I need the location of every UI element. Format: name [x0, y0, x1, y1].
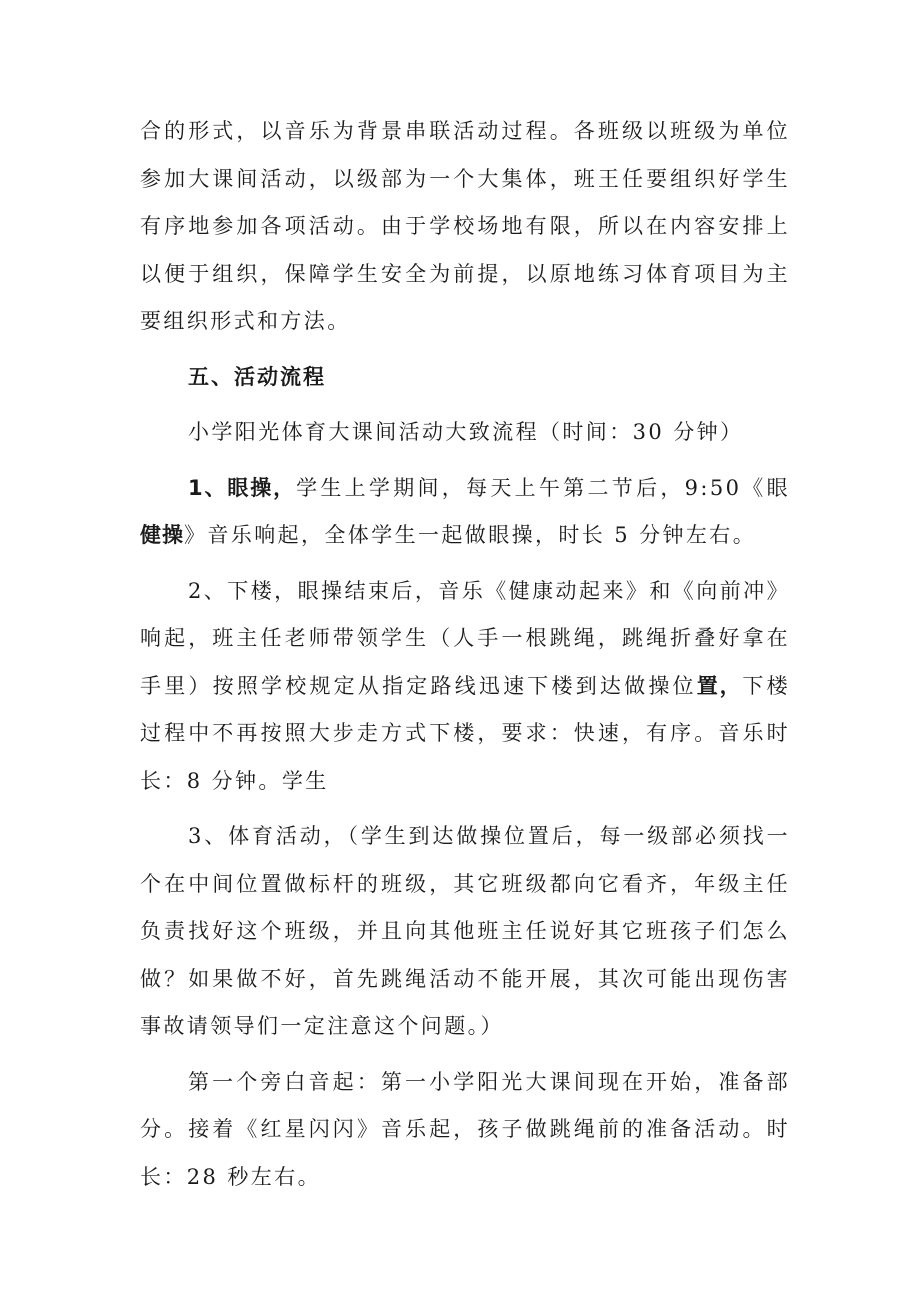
- spacer: [140, 346, 790, 354]
- item-bold-text: 健操: [140, 523, 184, 547]
- item-lead-eye-exercise: 1、眼操，: [188, 475, 297, 500]
- spacer: [140, 560, 790, 568]
- paragraph-item-sports: 3、体育活动，（学生到达做操位置后，每一级部必须找一个在中间位置做标杆的班级，其它班级都向它看齐，年级主任负责找好这个班级，并且向其他班主任说好其它班孩子们怎么做？如果做不好，首先跳绳活动不能开展，其次可能出现伤害事故请领导们一定注意这个问题。）: [140, 824, 790, 1038]
- paragraph-flow-intro: 小学阳光体育大课间活动大致流程（时间：30 分钟）: [188, 420, 744, 444]
- section-heading-activity-flow: 五、活动流程: [188, 364, 326, 389]
- paragraph-item-downstairs: [140, 568, 790, 806]
- paragraph-narration: 第一个旁白音起：第一小学阳光大课间现在开始，准备部分。接着《红星闪闪》音乐起，孩子做跳绳前的准备活动。时长：28 秒左右。: [140, 1069, 790, 1189]
- spacer: [140, 401, 790, 409]
- item-text: 下楼过程中不再按照大步走方式下楼，要求：快速，有序。音乐时长：8 分钟。学生: [140, 673, 790, 793]
- item-text: 》音乐响起，全体学生一起做眼操，时长 5 分钟左右。: [184, 523, 757, 547]
- paragraph-organization: 合的形式，以音乐为背景串联活动过程。各班级以班级为单位参加大课间活动，以级部为一个大集体，班王任要组织好学生有序地参加各项活动。由于学校场地有限，所以在内容安排上以便于组织，保障学生安全为前提，以原地练习体育项目为主要组织形式和方法。: [140, 119, 790, 333]
- item-text: 2、下楼，眼操结束后，音乐《健康动起来》和《向前冲》响起，班主任老师带领学生（人手一根跳绳，跳绳折叠好拿在手里）按照学校规定从指定路线迅速下楼到达做操位: [140, 578, 790, 698]
- item-bold-text: 置，: [696, 673, 743, 698]
- spacer: [140, 1051, 790, 1059]
- spacer: [140, 805, 790, 813]
- spacer: [140, 457, 790, 465]
- paragraph-item-eye-exercise: [140, 465, 790, 560]
- item-text: 学生上学期间，每天上午第二节后，9:50《眼: [296, 475, 790, 500]
- document-page: [140, 108, 790, 1201]
